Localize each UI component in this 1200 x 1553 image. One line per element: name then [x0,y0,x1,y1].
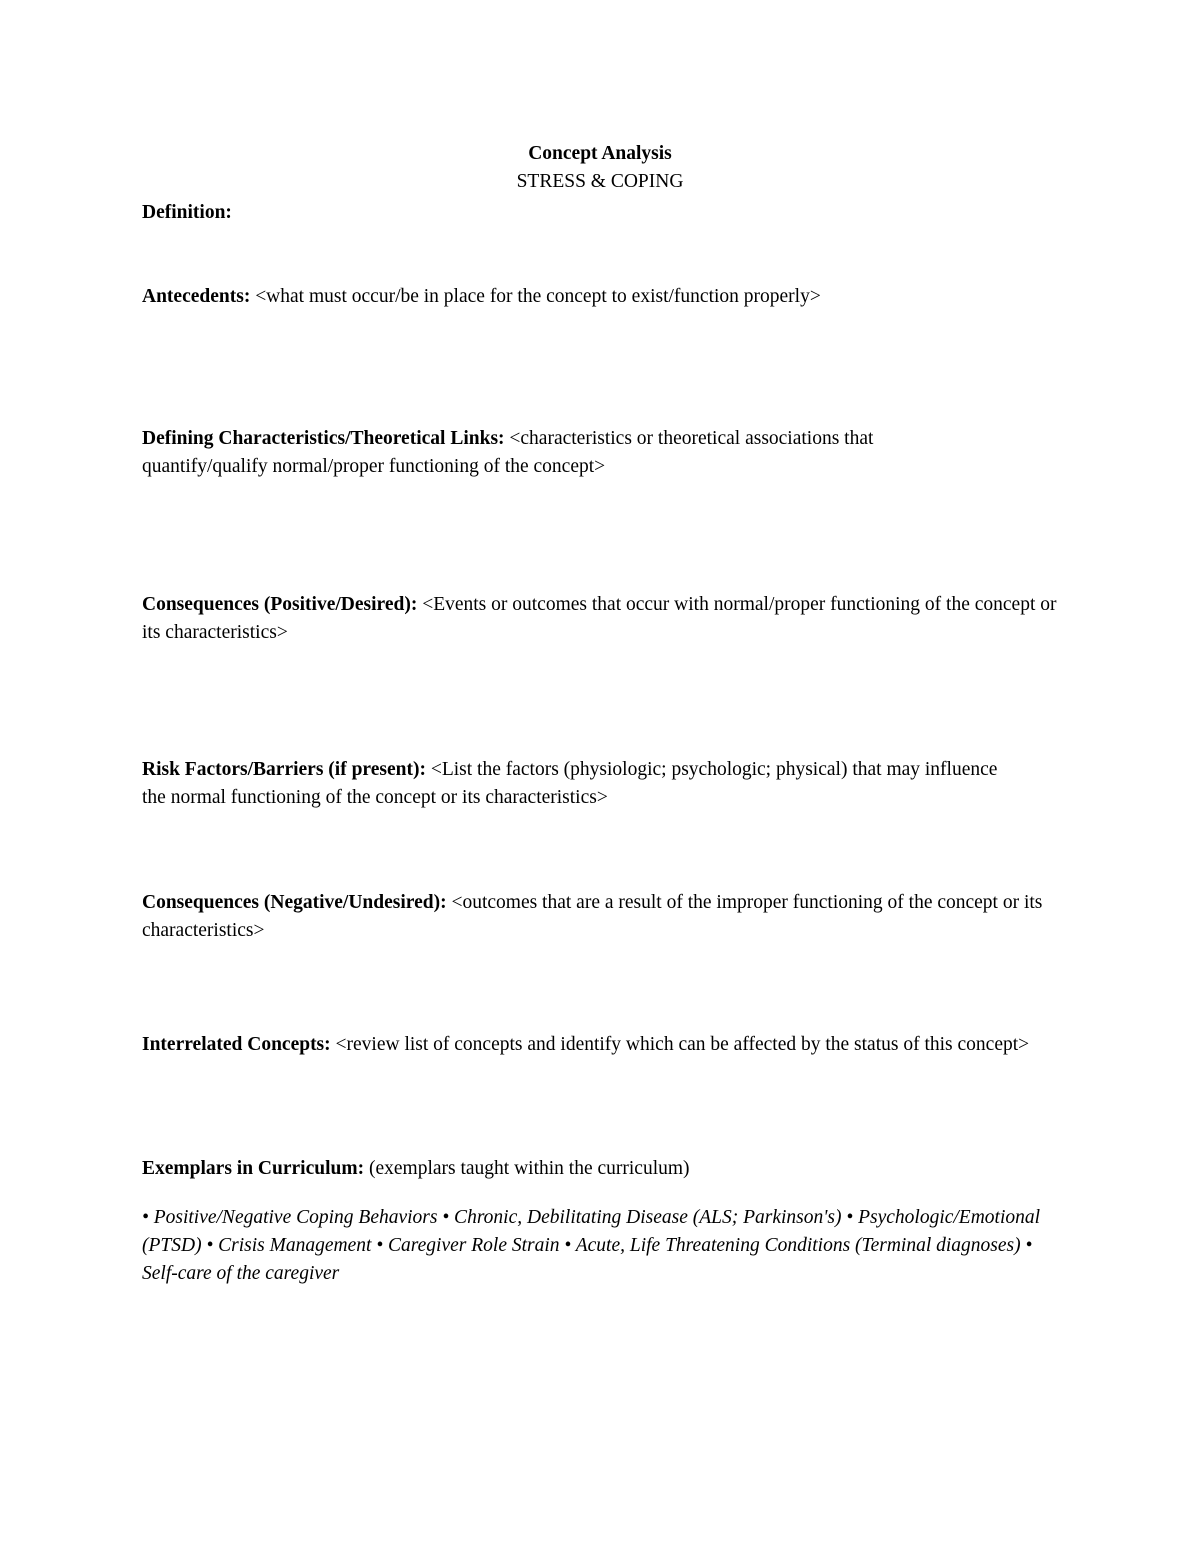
antecedents-label: Antecedents: [142,286,251,307]
consequences-positive-text: <Events or outcomes that occur with normal/proper functioning of the concept or its characteristics> [142,594,1057,643]
title-block [0,140,1200,196]
exemplars-label: Exemplars in Curriculum: [142,1158,365,1179]
consequences-positive-section [142,591,1062,647]
exemplars-section [142,1155,1062,1183]
interrelated-concepts-label: Interrelated Concepts: [142,1034,331,1055]
exemplars-text: (exemplars taught within the curriculum) [364,1158,690,1179]
definition-section [142,199,1062,227]
interrelated-concepts-text: <review list of concepts and identify which can be affected by the status of this concept> [330,1034,1030,1055]
antecedents-text: <what must occur/be in place for the concept to exist/function properly> [250,286,821,307]
consequences-positive-label: Consequences (Positive/Desired): [142,594,418,615]
document-subtitle: STRESS & COPING [516,171,684,192]
antecedents-section [142,283,1062,311]
consequences-negative-text: <outcomes that are a result of the improper functioning of the concept or its characteristics> [142,892,1043,941]
consequences-negative-label: Consequences (Negative/Undesired): [142,892,447,913]
definition-label: Definition: [142,202,232,223]
defining-characteristics-text: <characteristics or theoretical associations that quantify/qualify normal/proper functioning of the concept> [142,428,874,477]
defining-characteristics-section [142,425,972,481]
document-title: Concept Analysis [528,143,672,164]
consequences-negative-section [142,889,1062,945]
risk-factors-text: <List the factors (physiologic; psychologic; physical) that may influence the normal functioning of the concept or its characteristics> [142,759,998,808]
exemplars-list: • Positive/Negative Coping Behaviors • Chronic, Debilitating Disease (ALS; Parkinson's) • Psychologic/Emotional (PTSD) • Crisis Management • Caregiver Role Strain • Acute, Life Threatening Conditions (Terminal diagnoses) • Self-care of the caregiver [142,1207,1041,1284]
risk-factors-label: Risk Factors/Barriers (if present): [142,759,426,780]
defining-characteristics-label: Defining Characteristics/Theoretical Links: [142,428,505,449]
risk-factors-section [142,756,1022,812]
interrelated-concepts-section [142,1031,1062,1059]
